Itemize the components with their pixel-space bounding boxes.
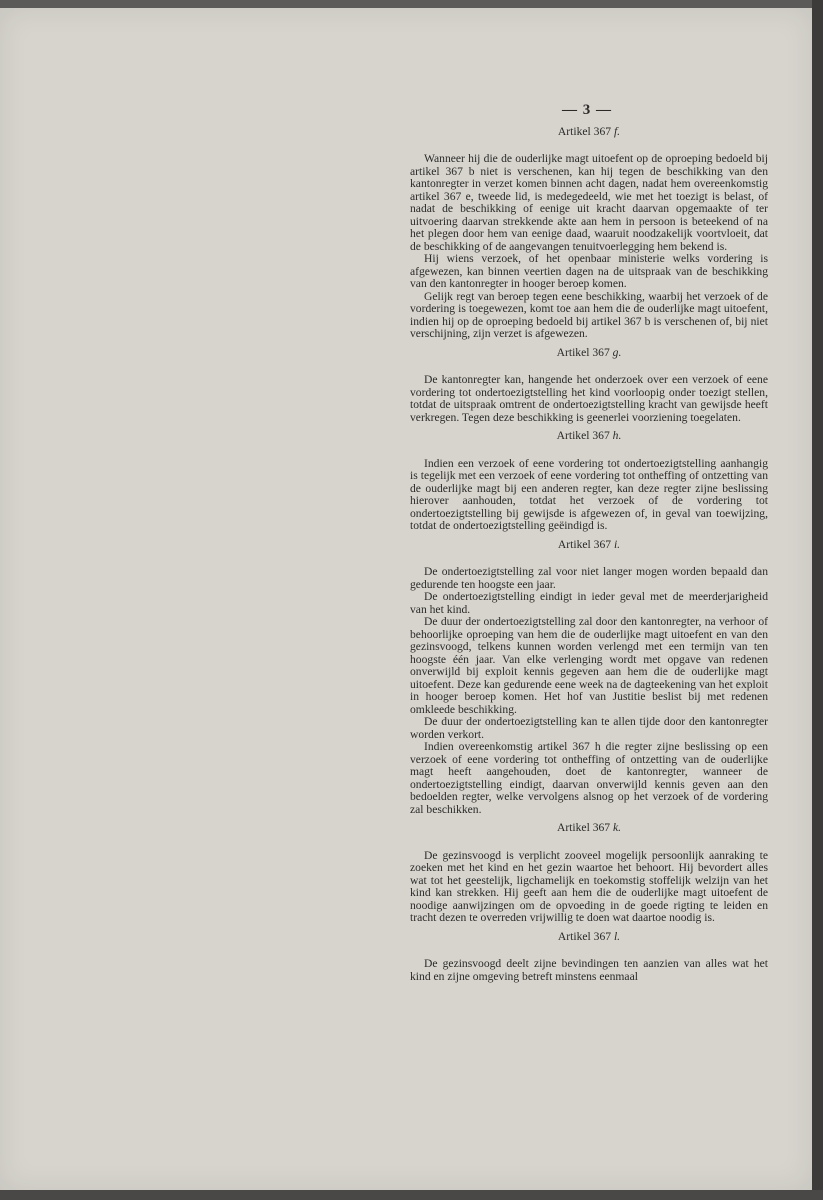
page-number: — 3 — bbox=[562, 102, 612, 118]
article-paragraph: Hij wiens verzoek, of het openbaar ministerie welks vordering is afgewezen, kan binnen veertien dagen na de uitspraak van de beschikking van den kantonregter in hooger beroep komen. bbox=[410, 252, 768, 290]
article-paragraph: De ondertoezigtstelling zal voor niet langer mogen worden bepaald dan gedurende ten hoogste een jaar. bbox=[410, 565, 768, 591]
article-heading bbox=[410, 931, 768, 944]
article-heading-label: Artikel 367 bbox=[557, 124, 614, 138]
article-heading bbox=[410, 822, 768, 835]
article-paragraph: Indien een verzoek of eene vordering tot ondertoezigtstelling aanhangig is tegelijk met een verzoek of eene vordering tot ontheffing of ontzetting van de ouderlijke magt bij een anderen regter, kan deze regter zijne beslissing hierover aanhouden, totdat het verzoek of de vordering tot ondertoezigtstelling bij gewijsde is afgewezen of, in geval van toewijzing, totdat de ondertoezigtstelling geëindigd is. bbox=[410, 456, 768, 532]
article-heading bbox=[410, 347, 768, 360]
article-heading bbox=[410, 539, 768, 552]
article-paragraph: De duur der ondertoezigtstelling kan te allen tijde door den kantonregter worden verkort. bbox=[410, 715, 768, 741]
scan-edge-bottom bbox=[0, 1190, 823, 1200]
article-heading-label: Artikel 367 bbox=[557, 929, 614, 943]
article-paragraph: Gelijk regt van beroep tegen eene beschikking, waarbij het verzoek of de vordering is toegewezen, komt toe aan hem die de ouderlijke magt uitoefent, indien hij op de oproeping bedoeld bij artikel 367 b is verschenen of, bij niet verschijning, zijn verzet is afgewezen. bbox=[410, 289, 768, 340]
article-heading-letter: h. bbox=[612, 429, 622, 442]
article-heading-letter: k. bbox=[612, 821, 622, 834]
document-page bbox=[0, 8, 812, 1190]
article-paragraph: Indien overeenkomstig artikel 367 h die regter zijne beslissing op een verzoek of eene vordering tot ontheffing of ontzetting van de ouderlijke magt heeft aangehouden, doet de kantonregter, wanneer de ondertoezigtstelling eindigt, daarvan onverwijld kennis geven aan den bedoelden regter, welke vervolgens alsnog op het verzoek of de vordering zal beschikken. bbox=[410, 740, 768, 816]
article-paragraph: De gezinsvoogd is verplicht zooveel mogelijk persoonlijk aanraking te zoeken met het kind en het gezin waartoe het behoort. Hij bevordert alles wat tot het geestelijk, ligchamelijk en toekomstig stoffelijk welzijn van het kind kan strekken. Hij geeft aan hem die de ouderlijke magt uitoefent de noodige aanwijzingen om de opvoeding in de goede rigting te leiden en tracht dezen te overreden vrijwillig te doen wat daartoe noodig is. bbox=[410, 848, 768, 924]
article-paragraph: De duur der ondertoezigtstelling zal door den kantonregter, na verhoor of behoorlijke oproeping van hem die de ouderlijke magt uitoefent en van den gezinsvoogd, telkens kunnen worden verlengd met een termijn van ten hoogste één jaar. Van elke verlenging wordt met opgave van redenen onverwijld bij exploit kennis gegeven aan hem die de ouderlijke magt uitoefent. Deze kan gedurende eene week na de dagteekening van het exploit in hooger beroep komen. Het hof van Justitie beslist bij met redenen omkleede beschikking. bbox=[410, 615, 768, 716]
text-column bbox=[410, 104, 768, 983]
article-heading bbox=[410, 126, 768, 139]
article-paragraph: Wanneer hij die de ouderlijke magt uitoefent op de oproeping bedoeld bij artikel 367 b niet is verschenen, kan hij tegen de beschikking van den kantonregter in verzet komen binnen acht dagen, nadat hem overeenkomstig artikel 367 e, tweede lid, is medegedeeld, wie met het toezigt is belast, of nadat de beschikking of eenige uit kracht daarvan opgemaakte of ter uitvoering daarvan strekkende akte aan hem in persoon is beteekend of na het plegen door hem van eenige daad, waaruit noodzakelijk voortvloeit, dat de beschikking of de aangevangen tenuitvoerlegging hem bekend is. bbox=[410, 152, 768, 253]
article-paragraph: De ondertoezigtstelling eindigt in ieder geval met de meerderjarigheid van het kind. bbox=[410, 590, 768, 616]
articles-container bbox=[410, 126, 768, 984]
article-heading-letter: l. bbox=[613, 929, 621, 943]
article-heading-label: Artikel 367 bbox=[556, 345, 613, 359]
article-heading-label: Artikel 367 bbox=[556, 821, 613, 834]
article-paragraph: De gezinsvoogd deelt zijne bevindingen ten aanzien van alles wat het kind en zijne omgeving betreft minstens eenmaal bbox=[410, 957, 768, 983]
article-heading-label: Artikel 367 bbox=[556, 429, 613, 442]
article-heading bbox=[410, 430, 768, 443]
article-heading-letter: i. bbox=[613, 537, 621, 551]
article-heading-letter: g. bbox=[612, 345, 622, 359]
article-paragraph: De kantonregter kan, hangende het onderzoek over een verzoek of eene vordering tot ondertoezigtstelling het kind voorloopig onder toezigt stellen, totdat de uitspraak omtrent de ondertoezigtstelling kracht van gewijsde heeft verkregen. Tegen deze beschikking is geenerlei voorziening toegelaten. bbox=[410, 373, 768, 424]
article-heading-label: Artikel 367 bbox=[557, 537, 614, 551]
article-heading-letter: f. bbox=[613, 124, 621, 138]
scan-edge-right bbox=[812, 0, 823, 1200]
